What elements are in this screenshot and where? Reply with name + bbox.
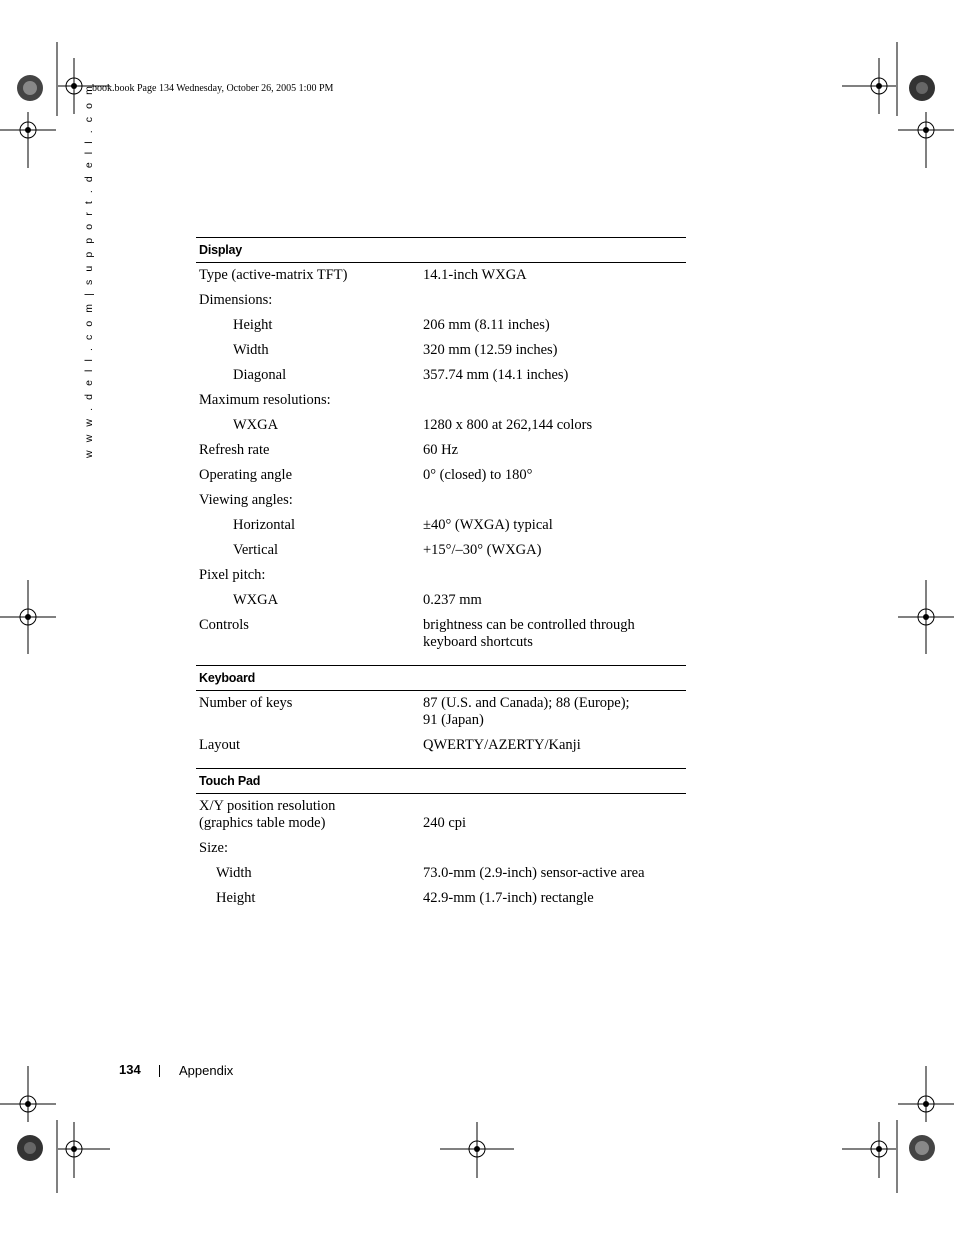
spec-value: 1280 x 800 at 262,144 colors bbox=[423, 417, 593, 433]
spec-row bbox=[196, 613, 686, 655]
touchpad-rows bbox=[196, 794, 686, 911]
spec-value: +15°/–30° (WXGA) bbox=[423, 542, 542, 558]
spec-row bbox=[196, 438, 686, 463]
spec-label: WXGA bbox=[233, 592, 279, 608]
spec-value: 0° (closed) to 180° bbox=[423, 467, 533, 483]
spec-value bbox=[423, 392, 686, 409]
spec-label: Pixel pitch: bbox=[199, 567, 266, 583]
spec-label: Diagonal bbox=[233, 367, 287, 383]
spec-row bbox=[196, 836, 686, 861]
spec-label: Height bbox=[233, 317, 273, 333]
page-number: 134 bbox=[119, 1062, 141, 1077]
spec-row bbox=[196, 538, 686, 563]
spec-label: Width bbox=[233, 342, 269, 358]
spec-label: Operating angle bbox=[199, 467, 293, 483]
spec-value bbox=[423, 492, 686, 509]
spec-row bbox=[196, 563, 686, 588]
spec-value: 357.74 mm (14.1 inches) bbox=[423, 367, 569, 383]
spec-row bbox=[196, 388, 686, 413]
spec-label: Viewing angles: bbox=[199, 492, 293, 508]
spec-label: Dimensions: bbox=[199, 292, 273, 308]
spec-label: Refresh rate bbox=[199, 442, 270, 458]
spec-value: 73.0-mm (2.9-inch) sensor-active area bbox=[423, 865, 645, 881]
spec-label: Size: bbox=[199, 840, 228, 856]
spec-label bbox=[199, 798, 423, 832]
spec-row bbox=[196, 288, 686, 313]
spec-row bbox=[196, 691, 686, 733]
spec-value: 0.237 mm bbox=[423, 592, 482, 608]
spec-row bbox=[196, 861, 686, 886]
side-url: w w w . d e l l . c o m | s u p p o r t . d e l l . c o m bbox=[83, 83, 95, 458]
spec-value: 320 mm (12.59 inches) bbox=[423, 342, 558, 358]
spec-value-line: keyboard shortcuts bbox=[423, 634, 533, 650]
footer-divider bbox=[159, 1065, 160, 1077]
spec-value: ±40° (WXGA) typical bbox=[423, 517, 553, 533]
spec-value: 42.9-mm (1.7-inch) rectangle bbox=[423, 890, 594, 906]
spec-label: Number of keys bbox=[199, 695, 293, 711]
display-rows bbox=[196, 263, 686, 655]
section-header-display: Display bbox=[196, 237, 686, 263]
spec-row bbox=[196, 338, 686, 363]
spec-value bbox=[423, 567, 686, 584]
spec-label: Controls bbox=[199, 617, 249, 633]
spec-row bbox=[196, 588, 686, 613]
spec-value-line: brightness can be controlled through bbox=[423, 617, 635, 633]
spec-row bbox=[196, 263, 686, 288]
spec-table bbox=[196, 237, 686, 911]
keyboard-rows bbox=[196, 691, 686, 758]
spec-value: 60 Hz bbox=[423, 442, 459, 458]
spec-label: Layout bbox=[199, 737, 241, 753]
spec-row bbox=[196, 413, 686, 438]
spec-value: 14.1-inch WXGA bbox=[423, 267, 527, 283]
spec-row bbox=[196, 733, 686, 758]
section-header-keyboard: Keyboard bbox=[196, 665, 686, 691]
spec-label: Vertical bbox=[233, 542, 279, 558]
spec-label: WXGA bbox=[233, 417, 279, 433]
spec-value bbox=[423, 840, 686, 857]
footer-section-title: Appendix bbox=[179, 1063, 234, 1078]
spec-label-line: X/Y position resolution bbox=[199, 798, 336, 814]
spec-row bbox=[196, 886, 686, 911]
spec-row bbox=[196, 794, 686, 836]
spec-row bbox=[196, 463, 686, 488]
spec-value-line: 91 (Japan) bbox=[423, 712, 484, 728]
spec-value: QWERTY/AZERTY/Kanji bbox=[423, 737, 581, 753]
spec-label: Width bbox=[216, 865, 252, 881]
spec-value bbox=[423, 695, 686, 729]
spec-value bbox=[423, 617, 686, 651]
print-header: book.book Page 134 Wednesday, October 26, 2005 1:00 PM bbox=[92, 83, 334, 94]
spec-value: 240 cpi bbox=[423, 815, 467, 831]
spec-value-line: 87 (U.S. and Canada); 88 (Europe); bbox=[423, 695, 630, 711]
spec-label-line: (graphics table mode) bbox=[199, 815, 326, 831]
spec-label: Height bbox=[216, 890, 256, 906]
spec-label: Type (active-matrix TFT) bbox=[199, 267, 348, 283]
spec-label: Horizontal bbox=[233, 517, 296, 533]
spec-value bbox=[423, 292, 686, 309]
spec-row bbox=[196, 513, 686, 538]
spec-row bbox=[196, 488, 686, 513]
spec-label: Maximum resolutions: bbox=[199, 392, 331, 408]
section-header-touchpad: Touch Pad bbox=[196, 768, 686, 794]
spec-value: 206 mm (8.11 inches) bbox=[423, 317, 550, 333]
spec-row bbox=[196, 313, 686, 338]
spec-row bbox=[196, 363, 686, 388]
